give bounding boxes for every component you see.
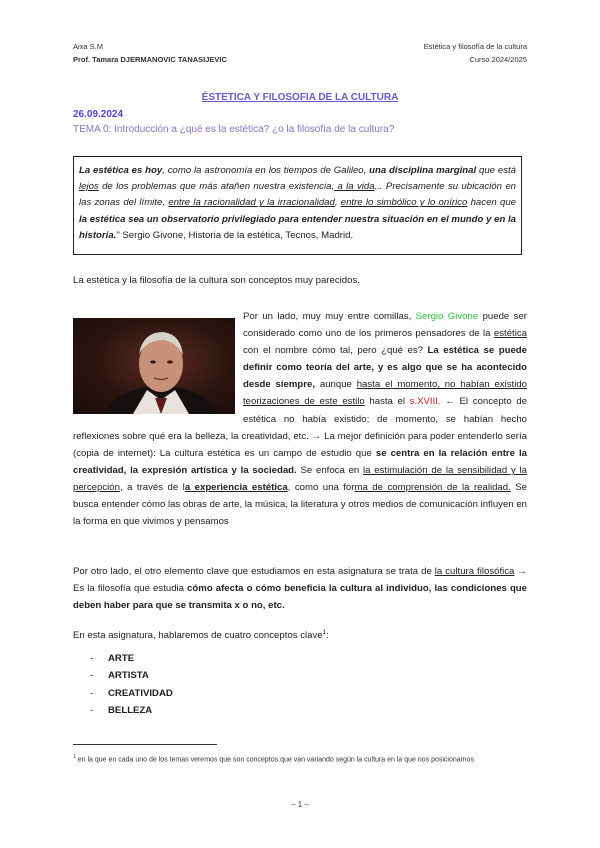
header-professor: Prof. Tamara DJERMANOVIC TANASIJEVIC [73, 55, 227, 64]
quote-text: lejos [79, 181, 99, 193]
list-dash: - [90, 687, 94, 699]
quote-text: de los problemas que más atañen nuestra existencia, [98, 181, 335, 193]
header-author: Aixa S.M [73, 42, 104, 51]
quote-box [73, 156, 522, 255]
page-number: – 1 – [291, 800, 309, 809]
footnote-ref: 1 [322, 630, 326, 636]
paragraph-text: , a través de l [119, 481, 185, 493]
quote-text: una disciplina marginal [369, 165, 477, 176]
list-item-label: ARTISTA [108, 670, 149, 682]
paragraph-text: con el nombre cómo tal, pero ¿qué es? [243, 345, 428, 357]
paragraph-text: La estética se puede definir como teoría del arte, y es algo que se ha acontecido desde siempre, [243, 345, 527, 391]
paragraph-text: Se enfoca en [296, 464, 364, 476]
list-item [90, 685, 173, 702]
list-item-label: ARTE [108, 653, 135, 664]
topic-heading: TEMA 0: Introducción a ¿qué es la estética? ¿o la filosofía de la cultura? [73, 124, 395, 135]
paragraph-text: se centra en la relación entre la creatividad, la expresión artística y la sociedad. [73, 447, 527, 476]
paragraph-text: ← El concepto de estética no había existido; de momento, se habían hecho reflexiones sobre qué era la belleza, la creatividad, etc. → La mejor definición para poder entenderlo sería (copia de internet): La cultura estética es un campo de estudio que [73, 396, 527, 459]
list-dash: - [90, 653, 94, 664]
paragraph-text: ma de comprensión de la realidad. [354, 481, 511, 493]
list-item [90, 667, 173, 684]
list-dash: - [90, 705, 94, 717]
paragraph-text: hasta el [364, 396, 410, 408]
key-concepts-list [90, 650, 173, 720]
quote-text: hacen que [467, 197, 516, 209]
paragraph-text: estética [493, 328, 527, 340]
quote-text: la estética sea un observatorio privilegiado para entender nuestra situación en el mundo y en la historia. [79, 213, 516, 241]
page-header [73, 40, 527, 66]
paragraph-text: hasta el momento, no habían existido teorizaciones de este estilo [243, 379, 528, 408]
paragraph-text: puede ser considerado como uno de los primeros pensadores de la [243, 311, 527, 340]
quote-text: que está [476, 165, 516, 176]
footnote-text: en la que en cada uno de los temas veremos que son conceptos que van variando según la cultura en la que nos posicionamos [75, 756, 474, 764]
footnote [73, 751, 527, 766]
quote-text: , [334, 197, 341, 209]
paragraph-text: cómo afecta o cómo beneficia la cultura al individuo, las condiciones que deben haber para que se transmita x o no, etc. [73, 583, 528, 612]
quote-text: ... Precisamente su ubicación en las zonas del límite, [79, 181, 516, 209]
list-item [90, 702, 173, 719]
list-item [90, 650, 173, 667]
paragraph-text: : [325, 630, 329, 642]
givone-paragraph [73, 308, 527, 530]
paragraph-text: aunque [315, 379, 357, 391]
list-item-label: BELLEZA [108, 705, 153, 717]
paragraph-text: la cultura filosófica [434, 566, 515, 577]
paragraph-text: En esta asignatura, hablaremos de cuatro conceptos clave [73, 630, 323, 642]
century-text: s.XVIII. [409, 396, 441, 408]
quote-text: entre lo simbólico y lo onírico [340, 197, 468, 209]
cultura-filosofica-paragraph [73, 563, 527, 614]
author-name: Sergio Givone [415, 311, 479, 322]
paragraph-text: → Es la filosofía que estudia [73, 566, 527, 595]
paragraph-text: Se busca entender cómo las obras de arte, la música, la literatura y otros medios de comunicación influyen en la forma en que vivimos y pensamos [73, 481, 528, 528]
paragraph-text: a experiencia estética [184, 481, 288, 493]
quote-text: a la vida [334, 181, 375, 193]
intro-paragraph: La estética y la filosofía de la cultura son conceptos muy parecidos. [73, 275, 360, 286]
list-dash: - [90, 670, 94, 682]
quote-citation: " Sergio Givone, Historia de la estética, Tecnos, Madrid. [116, 229, 354, 241]
footnote-divider [73, 744, 217, 745]
footnote-number: 1 [73, 754, 76, 760]
quote-text: entre la racionalidad y la irracionalidad [168, 197, 335, 209]
quote-text: La estética es hoy [79, 165, 163, 176]
paragraph-text: la estimulación de la sensibilidad y la percepción [73, 464, 528, 493]
paragraph-text: Por otro lado, el otro elemento clave que estudiamos en esta asignatura se trata de [73, 566, 435, 577]
document-title: ÉSTETICA Y FILOSOFIA DE LA CULTURA [201, 92, 399, 103]
quote-text: , como la astronomía en los tiempos de Galileo, [162, 165, 370, 176]
paragraph-text: Por un lado, muy muy entre comillas, [243, 311, 416, 322]
header-course-year: Curso 2024/2025 [469, 55, 527, 64]
header-course-title: Estética y filosofía de la cultura [423, 42, 527, 51]
paragraph-text: , como una for [287, 481, 355, 493]
list-item-label: CREATIVIDAD [108, 687, 173, 699]
key-concepts-intro [73, 630, 329, 641]
lecture-date: 26.09.2024 [73, 109, 124, 120]
